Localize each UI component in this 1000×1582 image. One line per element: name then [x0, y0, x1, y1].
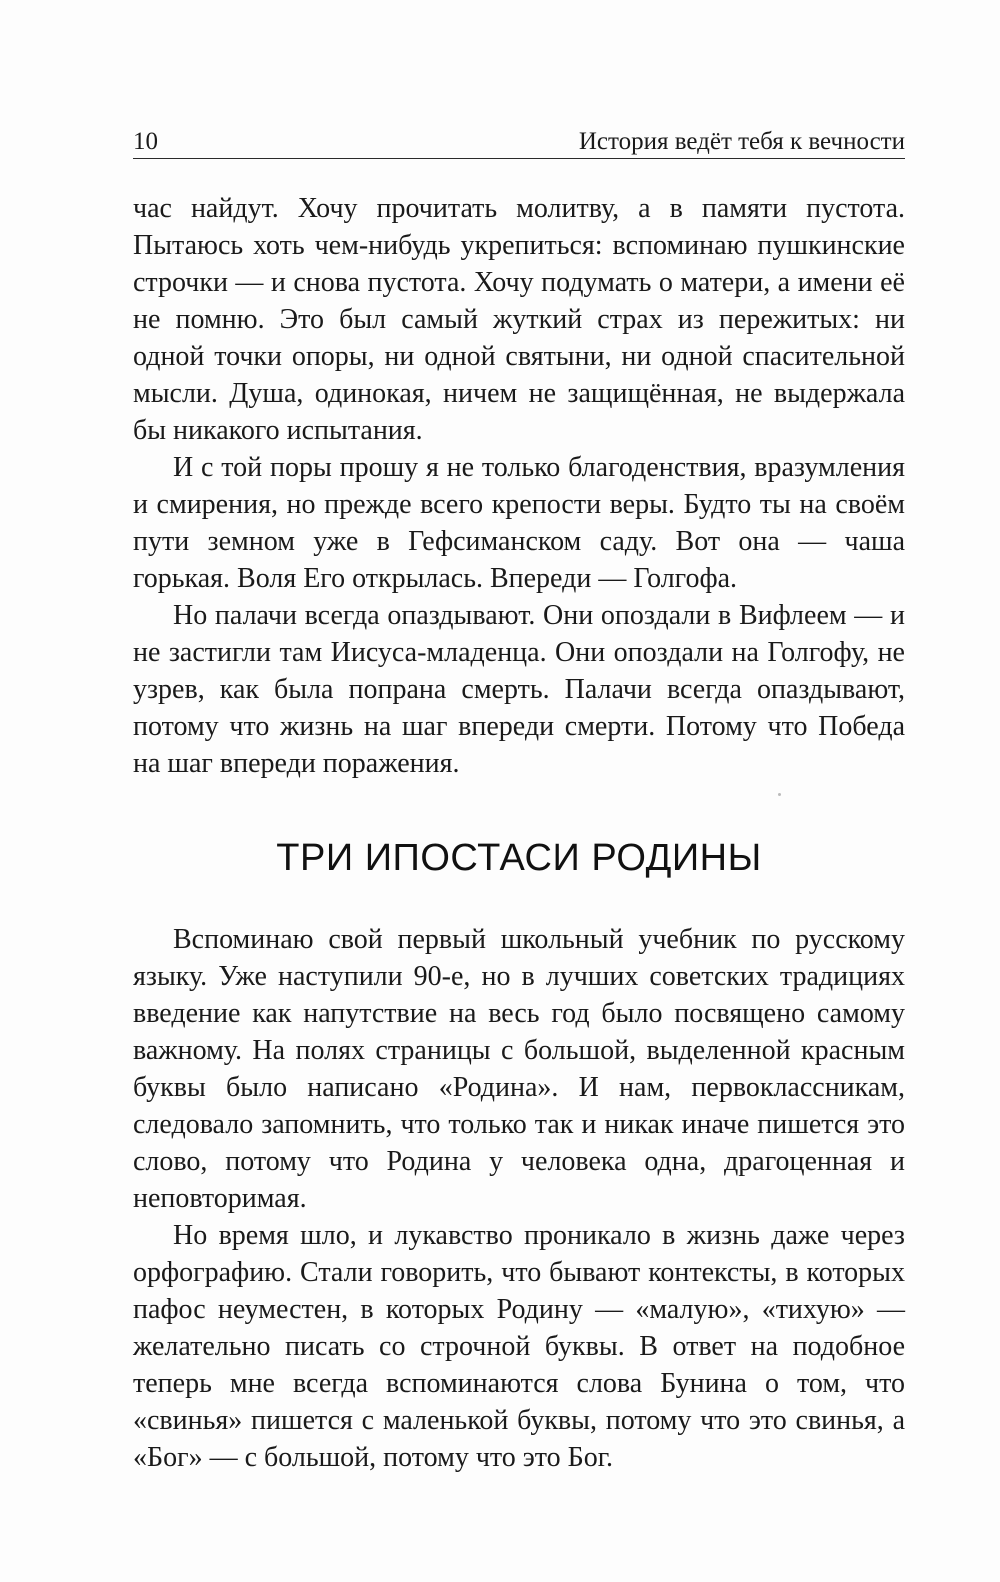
- paragraph-continued: час найдут. Хочу прочитать молитву, а в памяти пустота. Пытаюсь хоть чем-нибудь укрепиться: вспоминаю пушкинские строчки — и снова пустота. Хочу подумать о матери, а имени её не помню. Это был самый жуткий страх из пережитых: ни одной точки опоры, ни одной святыни, ни одной спасительной мысли. Душа, одинокая, ничем не защищённая, не выдержала бы никакого испытания.: [133, 193, 905, 446]
- body-text: [133, 190, 905, 1476]
- running-head: [133, 122, 905, 159]
- running-title: История ведёт тебя к вечности: [578, 128, 905, 155]
- paragraph-textbook: Вспоминаю свой первый школьный учебник по русскому языку. Уже наступили 90-е, но в лучших советских традициях введение как напутствие на весь год было посвящено самому важному. На полях страницы с большой, выделенной красным буквы было написано «Родина». И нам, первоклассникам, следовало запомнить, что только так и никак иначе пишется это слово, потому что Родина у человека одна, драгоценная и неповторимая.: [133, 924, 905, 1214]
- print-speck: [778, 793, 781, 796]
- paragraph-executioners: Но палачи всегда опаздывают. Они опоздали в Вифлеем — и не застигли там Иисуса-младенца. Они опоздали на Голгофу, не узрев, как была попрана смерть. Палачи всегда опаздывают, потому что жизнь на шаг впереди смерти. Потому что Победа на шаг впереди поражения.: [133, 600, 905, 779]
- page-number: 10: [133, 128, 158, 155]
- paragraph-orthography: Но время шло, и лукавство проникало в жизнь даже через орфографию. Стали говорить, что бывают контексты, в которых пафос неуместен, в которых Родину — «малую», «тихую» — желательно писать со строчной буквы. В ответ на подобное теперь мне всегда вспоминаются слова Бунина о том, что «свинья» пишется с маленькой буквы, потому что это свинья, а «Бог» — с большой, потому что это Бог.: [133, 1220, 905, 1473]
- paragraph-faith: И с той поры прошу я не только благоденствия, вразумления и смирения, но прежде всего крепости веры. Будто ты на своём пути земном уже в Гефсиманском саду. Вот она — чаша горькая. Воля Его открылась. Впереди — Голгофа.: [133, 452, 905, 594]
- section-heading: ТРИ ИПОСТАСИ РОДИНЫ: [276, 837, 762, 879]
